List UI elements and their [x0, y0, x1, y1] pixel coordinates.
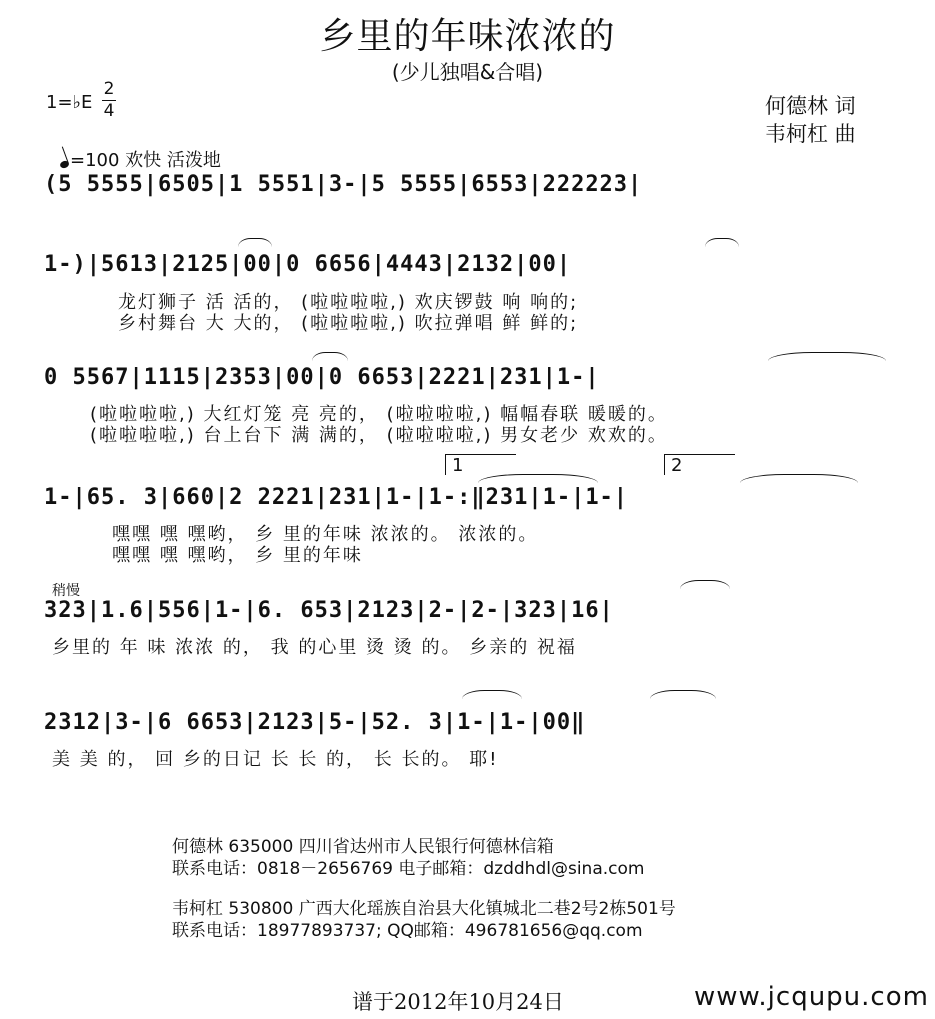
score-line-4: 1-|65. 3|660|2 2221|231|1-|1-:‖231|1-|1-|	[44, 485, 629, 510]
volta-2-label: 2	[671, 455, 683, 476]
slur	[312, 352, 348, 361]
lyric-line-3-verse-1: (啦啦啦啦,) 大红灯笼 亮 亮的， (啦啦啦啦,) 幅幅春联 暖暖的。	[90, 404, 668, 425]
slur	[650, 690, 716, 699]
score-line-2: 1-)|5613|2125|00|0 6656|4443|2132|00|	[44, 252, 572, 277]
second-ending-bracket	[664, 454, 735, 475]
time-signature	[102, 80, 116, 121]
key-signature: 1=♭E	[46, 92, 93, 113]
author2-contact: 联系电话：18977893737; QQ邮箱：496781656@qq.com	[172, 921, 643, 941]
volta-1-label: 1	[452, 455, 464, 476]
author2-address: 韦柯杠 530800 广西大化瑶族自治县大化镇城北二巷2号2栋501号	[172, 899, 676, 919]
score-line-1: (5 5555|6505|1 5551|3-|5 5555|6553|222223|	[44, 172, 643, 197]
slur	[238, 238, 272, 247]
slur	[740, 474, 858, 483]
lyricist-credit: 何德林 词	[765, 94, 856, 118]
song-subtitle: (少儿独唱&合唱)	[391, 60, 544, 84]
lyric-line-3-verse-2: (啦啦啦啦,) 台上台下 满 满的， (啦啦啦啦,) 男女老少 欢欢的。	[90, 425, 668, 446]
lyric-line-6: 美 美 的， 回 乡的日记 长 长 的， 长 长的。 耶!	[52, 749, 499, 770]
time-signature-top: 2	[103, 79, 115, 99]
lyric-line-5: 乡里的 年 味 浓浓 的， 我 的心里 烫 烫 的。 乡亲的 祝福	[52, 637, 577, 658]
score-line-5: 323|1.6|556|1-|6. 653|2123|2-|2-|323|16|	[44, 598, 614, 623]
slur	[462, 690, 522, 699]
score-line-6: 2312|3-|6 6653|2123|5-|52. 3|1-|1-|00‖	[44, 710, 586, 735]
lyric-line-4-verse-1: 嘿嘿 嘿 嘿哟， 乡 里的年味 浓浓的。 浓浓的。	[112, 524, 539, 545]
lyric-line-2-verse-1: 龙灯狮子 活 活的， (啦啦啦啦,) 欢庆锣鼓 响 响的;	[118, 292, 579, 313]
composer-credit: 韦柯杠 曲	[765, 122, 856, 146]
slur	[478, 474, 598, 483]
lyric-line-2-verse-2: 乡村舞台 大 大的， (啦啦啦啦,) 吹拉弹唱 鲜 鲜的;	[118, 313, 579, 334]
tempo-text: =100 欢快 活泼地	[70, 150, 221, 171]
author1-contact: 联系电话：0818－2656769 电子邮箱：dzddhdl@sina.com	[172, 859, 645, 879]
website-watermark: www.jcqupu.com	[694, 982, 929, 1012]
song-title: 乡里的年味浓浓的	[319, 16, 616, 57]
slur	[680, 580, 730, 589]
first-ending-bracket	[445, 454, 516, 475]
tempo-marking	[60, 146, 221, 172]
author1-address: 何德林 635000 四川省达州市人民银行何德林信箱	[172, 837, 554, 857]
composition-date: 谱于2012年10月24日	[352, 990, 564, 1014]
slur	[705, 238, 739, 247]
score-line-3: 0 5567|1115|2353|00|0 6653|2221|231|1-|	[44, 365, 600, 390]
time-signature-bottom: 4	[103, 101, 115, 121]
tempo-change-slow: 稍慢	[52, 583, 80, 599]
quarter-note-icon	[59, 160, 70, 170]
lyric-line-4-verse-2: 嘿嘿 嘿 嘿哟， 乡 里的年味	[112, 545, 363, 566]
slur	[768, 352, 886, 361]
